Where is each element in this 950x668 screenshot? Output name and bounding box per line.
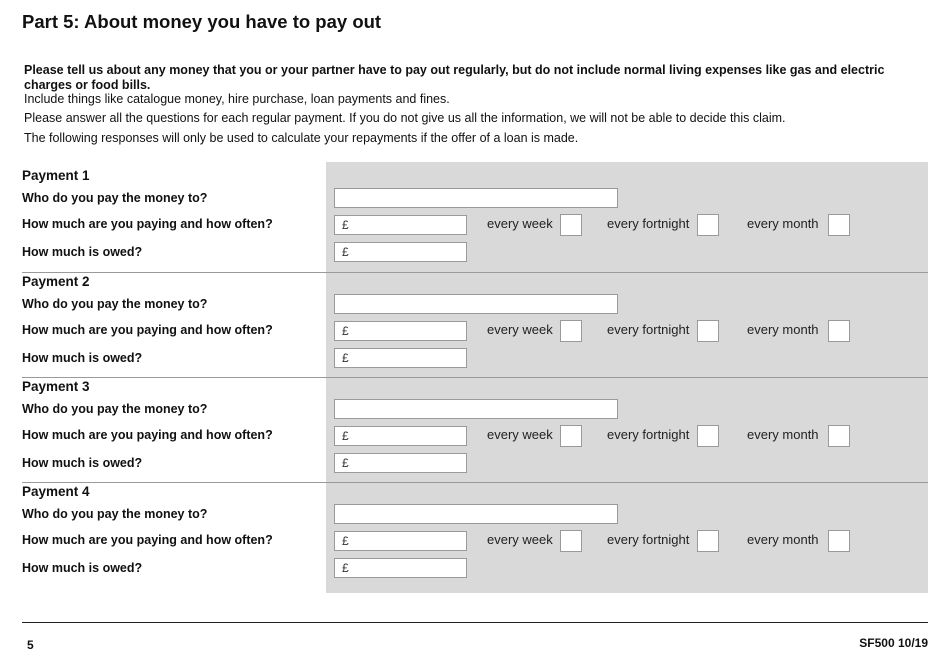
every-week-checkbox[interactable] [560,320,582,342]
payments-form [22,162,928,593]
intro-line-3: The following responses will only be used to calculate your repayments if the offer of a loan is made. [24,131,579,145]
every-week-label: every week [487,532,553,547]
payment-section-3 [22,377,928,482]
every-month-checkbox[interactable] [828,530,850,552]
amount-frequency-question: How much are you paying and how often? [22,533,273,547]
pound-sign: £ [342,245,349,259]
owed-question: How much is owed? [22,456,143,470]
intro-line-1: Include things like catalogue money, hire purchase, loan payments and fines. [24,92,450,106]
amount-frequency-question: How much are you paying and how often? [22,217,273,231]
every-week-checkbox[interactable] [560,530,582,552]
page-title: Part 5: About money you have to pay out [22,11,382,32]
payee-question: Who do you pay the money to? [22,191,208,205]
every-fortnight-checkbox[interactable] [697,320,719,342]
every-week-checkbox[interactable] [560,214,582,236]
amount-frequency-question: How much are you paying and how often? [22,428,273,442]
payee-input[interactable] [334,188,618,208]
every-fortnight-checkbox[interactable] [697,530,719,552]
pound-sign: £ [342,561,349,575]
pound-sign: £ [342,324,349,338]
page-number: 5 [27,638,34,652]
every-week-label: every week [487,216,553,231]
payee-input[interactable] [334,504,618,524]
payee-input[interactable] [334,294,618,314]
form-code: SF500 10/19 [859,636,928,650]
pound-sign: £ [342,218,349,232]
every-month-checkbox[interactable] [828,425,850,447]
amount-owed-input[interactable] [334,242,467,262]
pound-sign: £ [342,456,349,470]
section-divider [22,377,928,378]
every-week-label: every week [487,322,553,337]
pound-sign: £ [342,534,349,548]
payment-section-4 [22,482,928,587]
every-fortnight-checkbox[interactable] [697,425,719,447]
amount-owed-input[interactable] [334,558,467,578]
payment-amount-input[interactable] [334,215,467,235]
section-divider [22,482,928,483]
every-month-label: every month [747,216,819,231]
section-divider [22,272,928,273]
every-fortnight-label: every fortnight [607,216,690,231]
pound-sign: £ [342,351,349,365]
every-week-checkbox[interactable] [560,425,582,447]
payment-amount-input[interactable] [334,531,467,551]
intro-line-2: Please answer all the questions for each regular payment. If you do not give us all the information, we will not be able to decide this claim. [24,111,786,125]
every-month-label: every month [747,532,819,547]
pound-sign: £ [342,429,349,443]
owed-question: How much is owed? [22,245,143,259]
payment-heading: Payment 4 [22,484,90,499]
payment-amount-input[interactable] [334,426,467,446]
footer-rule [22,622,928,623]
every-month-checkbox[interactable] [828,320,850,342]
payment-heading: Payment 2 [22,274,90,289]
payment-section-2 [22,272,928,377]
every-month-checkbox[interactable] [828,214,850,236]
payment-amount-input[interactable] [334,321,467,341]
payee-input[interactable] [334,399,618,419]
payment-heading: Payment 1 [22,168,90,183]
every-fortnight-label: every fortnight [607,427,690,442]
every-fortnight-label: every fortnight [607,322,690,337]
payment-section-1 [22,162,928,267]
owed-question: How much is owed? [22,351,143,365]
owed-question: How much is owed? [22,561,143,575]
payment-heading: Payment 3 [22,379,90,394]
amount-owed-input[interactable] [334,453,467,473]
every-month-label: every month [747,322,819,337]
amount-owed-input[interactable] [334,348,467,368]
every-fortnight-checkbox[interactable] [697,214,719,236]
payee-question: Who do you pay the money to? [22,507,208,521]
every-fortnight-label: every fortnight [607,532,690,547]
payee-question: Who do you pay the money to? [22,402,208,416]
amount-frequency-question: How much are you paying and how often? [22,323,273,337]
intro-instruction: Please tell us about any money that you or your partner have to pay out regularly, but do not include normal living expenses like gas and electric charges or food bills. [24,63,885,92]
every-month-label: every month [747,427,819,442]
payee-question: Who do you pay the money to? [22,297,208,311]
every-week-label: every week [487,427,553,442]
